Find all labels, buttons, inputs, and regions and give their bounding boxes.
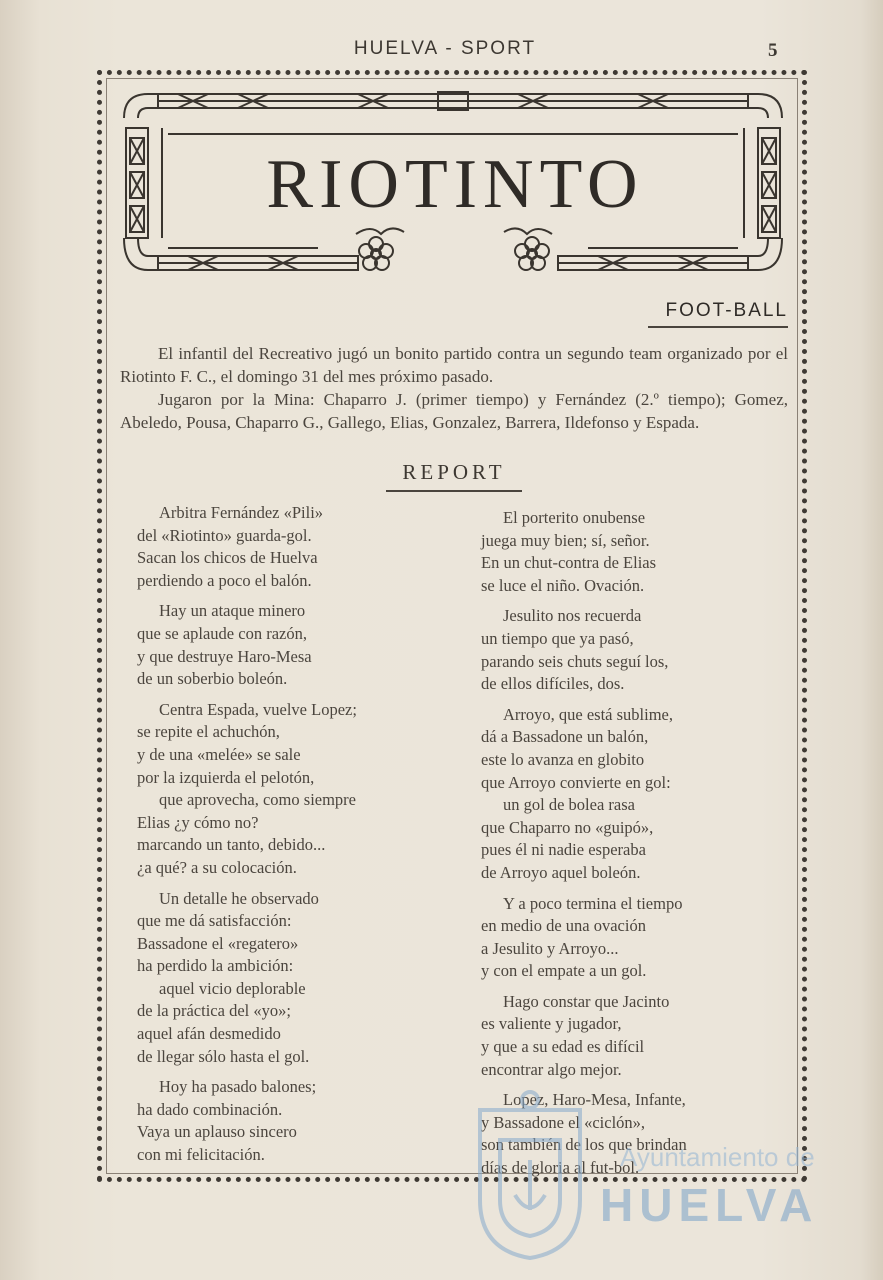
poem-stanza <box>481 605 781 695</box>
running-head <box>0 38 883 64</box>
poem-stanza <box>137 600 437 690</box>
poem-stanza <box>137 888 437 1069</box>
poem-line: En un chut-contra de Elias <box>481 553 657 573</box>
poem-line: este lo avanza en globito <box>481 749 645 769</box>
poem-line: de un soberbio boleón. <box>137 669 288 689</box>
poem-line: ha dado combinación. <box>137 1099 283 1119</box>
poem-stanza <box>481 507 781 597</box>
page-number: 5 <box>768 40 778 61</box>
report-heading-rule <box>386 490 522 492</box>
poem-line: Vaya un aplauso sincero <box>137 1122 297 1142</box>
section-heading-rule <box>648 326 788 328</box>
poem-line: El porterito onubense <box>503 508 646 527</box>
poem-line: que aprovecha, como siempre <box>159 790 357 810</box>
intro-paragraph: Jugaron por la Mina: Chaparro J. (primer tiempo) y Fernández (2.º tiempo); Gomez, Abeledo, Pousa, Chaparro G., Gallego, Elias, Gonzalez, Barrera, Ildefonso y Espada. <box>120 390 788 432</box>
poem-line: ¿a qué? a su colocación. <box>137 857 297 877</box>
poem-line: por la izquierda el pelotón, <box>137 767 315 787</box>
masthead-title: RIOTINTO <box>266 146 644 223</box>
city-seal-icon <box>470 1090 590 1260</box>
poem-line: y de una «melée» se sale <box>137 744 301 764</box>
poem-line: en medio de una ovación <box>481 916 646 936</box>
poem-line: a Jesulito y Arroyo... <box>481 938 619 958</box>
poem-line: Un detalle he observado <box>159 888 319 908</box>
poem-line: perdiendo a poco el balón. <box>137 570 312 590</box>
poem-left-column <box>137 502 437 1175</box>
poem-line: Arbitra Fernández «Pili» <box>159 503 324 522</box>
poem-line: es valiente y jugador, <box>481 1014 622 1034</box>
poem-line: marcando un tanto, debido... <box>137 835 326 855</box>
intro-paragraph: El infantil del Recreativo jugó un bonito partido contra un segundo team organizado por el Riotinto F. C., el domingo 31 del mes próximo pasado. <box>120 344 788 386</box>
poem-line: encontrar algo mejor. <box>481 1059 622 1079</box>
watermark-line-1: Ayuntamiento de <box>620 1142 815 1172</box>
poem-line: que me dá satisfacción: <box>137 911 292 931</box>
poem-line: del «Riotinto» guarda-gol. <box>137 525 312 545</box>
poem-line: de Arroyo aquel boleón. <box>481 862 641 882</box>
poem-line: pues él ni nadie esperaba <box>481 840 646 860</box>
poem-line: de llegar sólo hasta el gol. <box>137 1046 310 1066</box>
poem-line: son también de los que brindan <box>481 1135 687 1155</box>
poem-line: Hago constar que Jacinto <box>503 991 670 1011</box>
poem-line: se repite el achuchón, <box>137 722 280 742</box>
poem-stanza <box>137 502 437 592</box>
poem-line: Bassadone el «regatero» <box>137 933 299 953</box>
poem-line: Y a poco termina el tiempo <box>503 893 683 913</box>
poem-line: un tiempo que ya pasó, <box>481 628 634 648</box>
section-heading: FOOT-BALL <box>665 300 788 321</box>
poem-line: Jesulito nos recuerda <box>503 606 642 626</box>
poem-line: Lopez, Haro-Mesa, Infante, <box>503 1090 686 1110</box>
poem-line: Hoy ha pasado balones; <box>159 1077 317 1097</box>
poem-line: Hay un ataque minero <box>159 601 306 621</box>
poem-stanza <box>481 704 781 885</box>
poem-line: ha perdido la ambición: <box>137 956 294 976</box>
poem-line: Centra Espada, vuelve Lopez; <box>159 699 357 719</box>
poem-line: que se aplaude con razón, <box>137 623 307 643</box>
archive-watermark <box>470 1090 830 1270</box>
poem-right-column <box>481 507 781 1188</box>
poem-line: aquel vicio deplorable <box>159 978 306 998</box>
poem-line: aquel afán desmedido <box>137 1024 281 1044</box>
poem-stanza <box>481 991 781 1081</box>
poem-line: de la práctica del «yo»; <box>137 1001 291 1021</box>
poem-line: que Arroyo convierte en gol: <box>481 772 671 792</box>
poem-line: Sacan los chicos de Huelva <box>137 548 318 568</box>
poem-line: con mi felicitación. <box>137 1145 265 1165</box>
poem-line: y con el empate a un gol. <box>481 961 647 981</box>
poem-stanza <box>137 699 437 880</box>
poem-line: parando seis chuts seguí los, <box>481 651 669 671</box>
poem-stanza <box>481 893 781 983</box>
poem-line: Arroyo, que está sublime, <box>503 704 674 724</box>
poem-line: y Bassadone el «ciclón», <box>481 1112 646 1132</box>
watermark-line-2: HUELVA <box>600 1179 819 1231</box>
poem-line: juega muy bien; sí, señor. <box>481 530 650 550</box>
poem-line: dá a Bassadone un balón, <box>481 727 649 747</box>
poem-line: se luce el niño. Ovación. <box>481 575 645 595</box>
poem-line: y que destruye Haro-Mesa <box>137 646 312 666</box>
poem-line: y que a su edad es difícil <box>481 1037 645 1057</box>
poem-line: un gol de bolea rasa <box>503 795 635 815</box>
poem-line: días de gloria al fut-bol. <box>481 1158 640 1178</box>
intro-text <box>120 342 788 434</box>
report-heading: REPORT <box>402 460 506 484</box>
publication-title: HUELVA - SPORT <box>353 38 537 59</box>
poem-line: que Chaparro no «guipó», <box>481 817 654 837</box>
poem-stanza <box>137 1076 437 1166</box>
poem-line: Elias ¿y cómo no? <box>137 812 259 832</box>
poem-line: de ellos difíciles, dos. <box>481 674 625 694</box>
